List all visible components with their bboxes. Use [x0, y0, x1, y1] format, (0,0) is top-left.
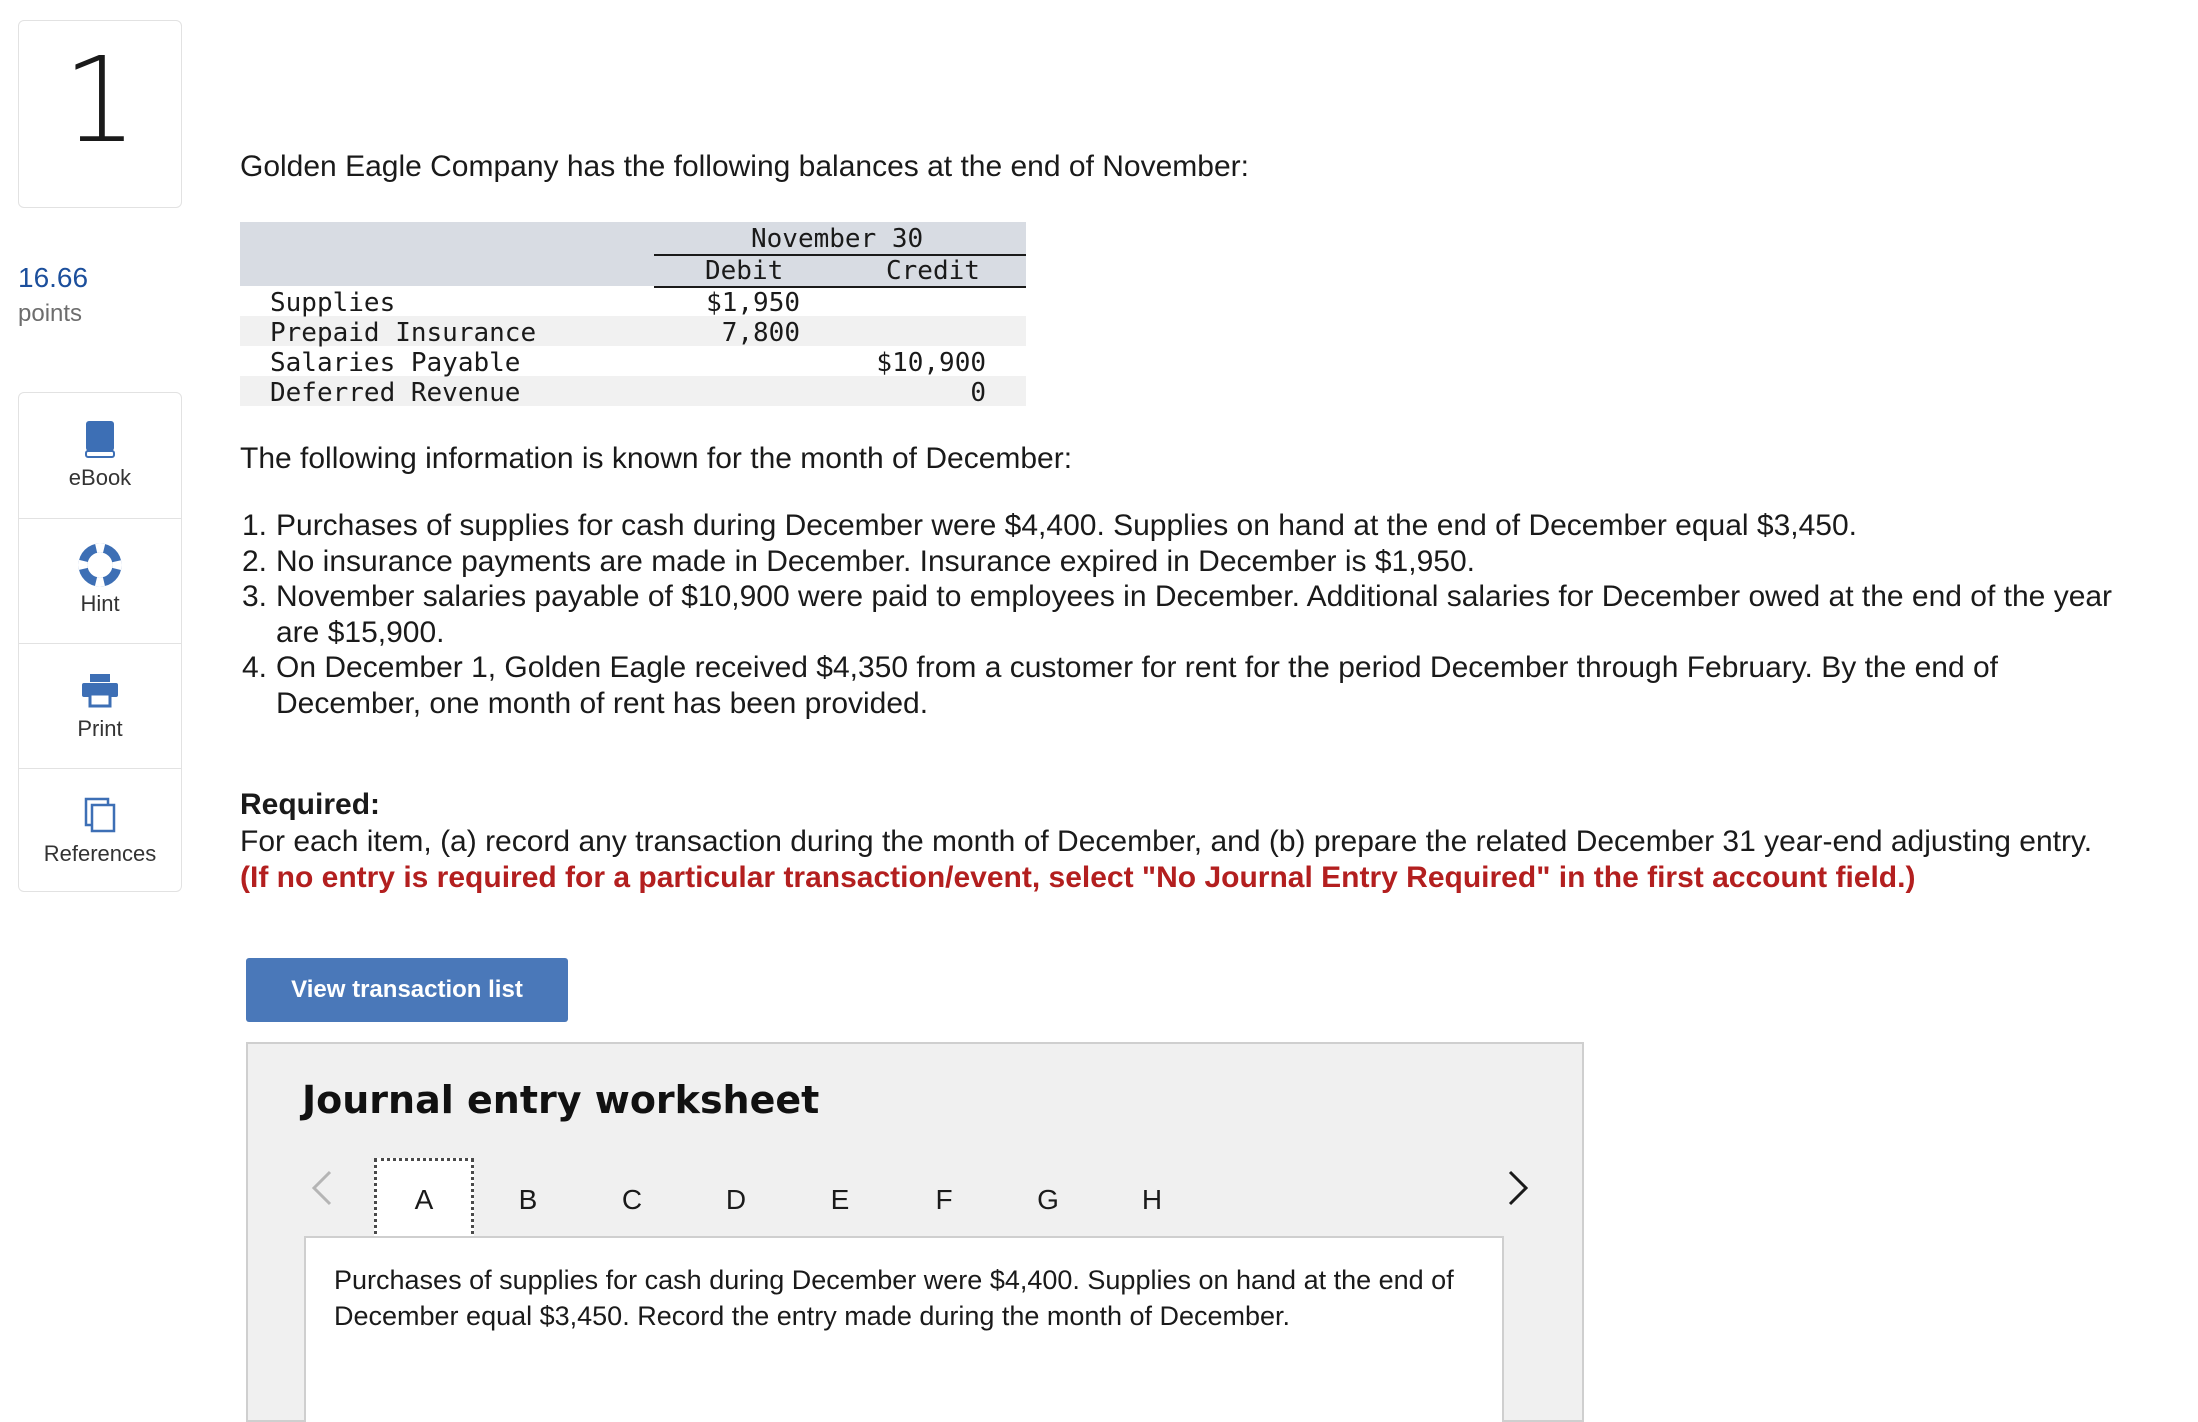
print-label: Print: [77, 716, 123, 741]
account-name: Prepaid Insurance: [270, 318, 537, 348]
tab-d[interactable]: D: [725, 1184, 747, 1215]
balances-table: [240, 222, 1026, 408]
question-number-box: [18, 20, 182, 208]
tools-panel: [18, 392, 182, 892]
list-item: 3. November salaries payable of $10,900 were paid to employees in December. Additional salaries for December owed at the end of the year are $15,900.: [242, 580, 2113, 649]
worksheet-description: Purchases of supplies for cash during December were $4,400. Supplies on hand at the end of December equal $3,450. Record the entry made during the month of December.: [334, 1265, 1454, 1331]
hint-button[interactable]: [19, 518, 181, 643]
printer-icon: [78, 668, 122, 712]
tab-b[interactable]: B: [518, 1184, 538, 1215]
debit-value: $1,950: [706, 288, 800, 318]
required-body: [240, 824, 2120, 895]
info-list: [240, 508, 2120, 721]
tab-h[interactable]: H: [1141, 1184, 1163, 1215]
account-name: Salaries Payable: [270, 348, 521, 378]
book-icon: [78, 417, 122, 461]
ebook-button[interactable]: [19, 393, 181, 518]
points-value: 16.66: [18, 262, 89, 293]
intro-text: Golden Eagle Company has the following balances at the end of November:: [240, 150, 1249, 183]
lifebuoy-icon: [78, 543, 122, 587]
question-number: 1: [62, 31, 138, 169]
references-label: References: [43, 841, 157, 866]
chevron-left-icon: [310, 1168, 334, 1208]
worksheet-title: Journal entry worksheet: [302, 1078, 820, 1122]
list-item: 1. Purchases of supplies for cash during December were $4,400. Supplies on hand at the end of December equal $3,450.: [242, 509, 1857, 542]
account-name: Supplies: [270, 288, 396, 318]
credit-header: Credit: [886, 256, 980, 286]
info-heading: The following information is known for the month of December:: [240, 442, 1073, 475]
tab-a[interactable]: A: [374, 1158, 474, 1242]
view-transaction-list-button[interactable]: View transaction list: [246, 958, 568, 1022]
credit-value: $10,900: [876, 348, 986, 378]
points-label: points: [18, 300, 83, 327]
copy-icon: [78, 793, 122, 837]
chevron-right-icon: [1506, 1168, 1530, 1208]
required-note: (If no entry is required for a particular transaction/event, select "No Journal Entry Required" in the first account field.): [240, 860, 1916, 894]
list-item: 2. No insurance payments are made in December. Insurance expired in December is $1,950.: [242, 544, 1475, 578]
tab-e[interactable]: E: [830, 1184, 850, 1215]
tab-c[interactable]: C: [621, 1184, 643, 1215]
list-item: 4. On December 1, Golden Eagle received $4,350 from a customer for rent for the period December through February. By the end of December, one month of rent has been provided.: [242, 651, 1999, 720]
print-button[interactable]: [19, 643, 181, 768]
ebook-label: eBook: [68, 465, 132, 490]
references-button[interactable]: [19, 768, 181, 893]
tab-f[interactable]: F: [935, 1184, 953, 1215]
required-title: Required:: [240, 788, 381, 821]
credit-value: 0: [970, 378, 986, 408]
tab-g[interactable]: G: [1037, 1184, 1059, 1215]
prev-arrow-button[interactable]: [302, 1160, 342, 1216]
debit-value: 7,800: [721, 318, 800, 348]
next-arrow-button[interactable]: [1498, 1160, 1538, 1216]
period-header: November 30: [751, 224, 924, 254]
account-name: Deferred Revenue: [270, 378, 521, 408]
debit-header: Debit: [705, 256, 784, 286]
required-text: For each item, (a) record any transaction during the month of December, and (b) prepare the related December 31 year-end adjusting entry.: [240, 825, 2093, 858]
hint-label: Hint: [80, 591, 120, 616]
